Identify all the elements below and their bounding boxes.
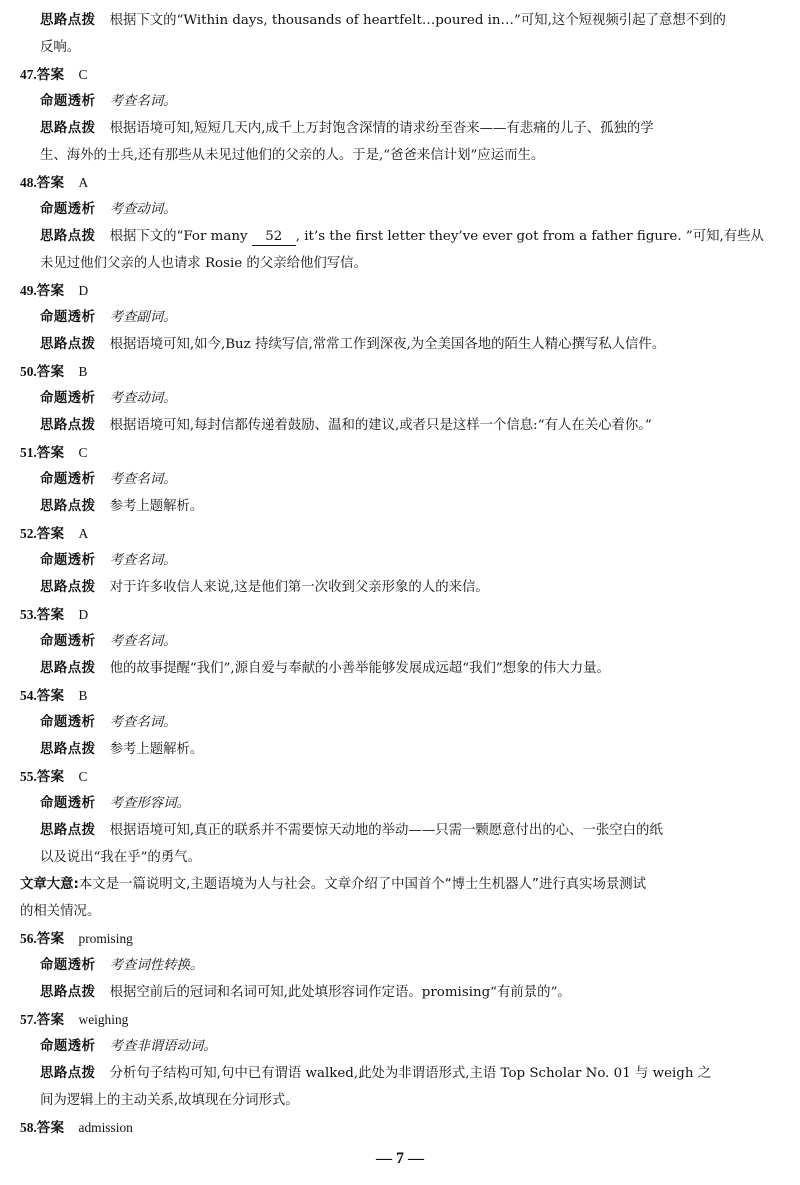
hint-text: 根据下文的“Within days, thousands of heartfelt…poured in…”可知,这个短视频引起了意想不到的 xyxy=(109,13,726,28)
question-number: 58. xyxy=(20,1120,37,1135)
focus-label: 命题透析 xyxy=(40,796,96,811)
focus-text: 考查词性转换。 xyxy=(109,958,204,973)
hint-row xyxy=(20,817,778,844)
answer-value: admission xyxy=(78,1120,133,1135)
hint-label: 思路点拨 xyxy=(40,580,96,595)
answer-label: 答案 xyxy=(36,284,65,299)
question-row xyxy=(20,358,778,385)
answer-value: A xyxy=(78,175,89,190)
summary-row xyxy=(20,871,778,898)
focus-row xyxy=(20,547,778,574)
question-number: 47. xyxy=(20,67,37,82)
question-number: 50. xyxy=(20,364,37,379)
hint-row xyxy=(20,412,778,439)
hint-text: 对于许多收信人来说,这是他们第一次收到父亲形象的人的来信。 xyxy=(109,580,489,595)
hint-text: 参考上题解析。 xyxy=(109,742,204,757)
answer-label: 答案 xyxy=(36,1013,65,1028)
focus-text: 考查名词。 xyxy=(109,715,177,730)
focus-text: 考查名词。 xyxy=(109,553,177,568)
focus-row xyxy=(20,196,778,223)
question-number: 52. xyxy=(20,526,37,541)
continuation-line: 未见过他们父亲的人也请求 Rosie 的父亲给他们写信。 xyxy=(40,256,367,271)
answer-value: promising xyxy=(78,931,133,946)
hint-label: 思路点拨 xyxy=(40,1066,96,1081)
hint-label: 思路点拨 xyxy=(40,13,96,28)
question-number: 49. xyxy=(20,283,37,298)
question-number: 51. xyxy=(20,445,37,460)
summary-text: 本文是一篇说明文,主题语境为人与社会。文章介绍了中国首个“博士生机器人”进行真实场景测试 xyxy=(78,877,647,892)
hint-label: 思路点拨 xyxy=(40,229,96,244)
hint-text-start: 根据下文的“For many xyxy=(109,229,252,244)
hint-text: 根据语境可知,短短几天内,成千上万封饱含深情的请求纷至沓来——有悲痛的儿子、孤独的学 xyxy=(109,121,654,136)
question-row xyxy=(20,439,778,466)
hint-row xyxy=(20,223,778,250)
focus-label: 命题透析 xyxy=(40,634,96,649)
focus-row xyxy=(20,385,778,412)
question-number: 48. xyxy=(20,175,37,190)
question-row xyxy=(20,682,778,709)
hint-text: 根据语境可知,真正的联系并不需要惊天动地的举动——只需一颗愿意付出的心、一张空白的纸 xyxy=(109,823,663,838)
answer-value: C xyxy=(78,67,88,82)
answer-value: B xyxy=(78,364,88,379)
focus-row xyxy=(20,304,778,331)
hint-label: 思路点拨 xyxy=(40,121,96,136)
hint-label: 思路点拨 xyxy=(40,985,96,1000)
answer-value: B xyxy=(78,688,88,703)
answer-value: weighing xyxy=(78,1012,129,1027)
hint-label: 思路点拨 xyxy=(40,742,96,757)
answer-value: C xyxy=(78,445,88,460)
question-row xyxy=(20,169,778,196)
answer-label: 答案 xyxy=(36,365,65,380)
question-number: 53. xyxy=(20,607,37,622)
answer-label: 答案 xyxy=(36,176,65,191)
answer-label: 答案 xyxy=(36,689,65,704)
answer-key-content xyxy=(20,7,778,1141)
question-row xyxy=(20,763,778,790)
continuation-line: 反响。 xyxy=(40,40,81,55)
focus-row xyxy=(20,628,778,655)
continuation-line: 生、海外的士兵,还有那些从未见过他们的父亲的人。于是,“爸爸来信计划”应运而生。 xyxy=(40,148,545,163)
hint-row xyxy=(20,115,778,142)
hint-label: 思路点拨 xyxy=(40,661,96,676)
question-number: 57. xyxy=(20,1012,37,1027)
focus-text: 考查形容词。 xyxy=(109,796,190,811)
hint-text: 根据语境可知,每封信都传递着鼓励、温和的建议,或者只是这样一个信息:“有人在关心着你。” xyxy=(109,418,652,433)
question-number: 56. xyxy=(20,931,37,946)
hint-text: 分析句子结构可知,句中已有谓语 walked,此处为非谓语形式,主语 Top Scholar No. 01 与 weigh 之 xyxy=(109,1066,712,1081)
hint-row xyxy=(20,655,778,682)
continuation-line: 以及说出“我在乎”的勇气。 xyxy=(40,850,201,865)
answer-label: 答案 xyxy=(36,1121,65,1136)
focus-label: 命题透析 xyxy=(40,94,96,109)
focus-text: 考查非谓语动词。 xyxy=(109,1039,217,1054)
focus-label: 命题透析 xyxy=(40,958,96,973)
blank-number: 52 xyxy=(252,229,296,246)
summary-continuation: 的相关情况。 xyxy=(20,904,101,919)
question-row xyxy=(20,277,778,304)
hint-text: 根据空前后的冠词和名词可知,此处填形容词作定语。promising“有前景的”。 xyxy=(109,985,571,1000)
hint-text: 参考上题解析。 xyxy=(109,499,204,514)
hint-label: 思路点拨 xyxy=(40,337,96,352)
focus-row xyxy=(20,466,778,493)
question-row xyxy=(20,1006,778,1033)
question-row xyxy=(20,1114,778,1141)
focus-row xyxy=(20,1033,778,1060)
focus-row xyxy=(20,88,778,115)
hint-row xyxy=(20,7,778,34)
question-row xyxy=(20,61,778,88)
focus-row xyxy=(20,709,778,736)
focus-label: 命题透析 xyxy=(40,1039,96,1054)
focus-label: 命题透析 xyxy=(40,391,96,406)
page-number: — 7 — xyxy=(376,1150,424,1167)
hint-row xyxy=(20,331,778,358)
focus-text: 考查名词。 xyxy=(109,94,177,109)
question-number: 54. xyxy=(20,688,37,703)
focus-text: 考查名词。 xyxy=(109,472,177,487)
answer-label: 答案 xyxy=(36,608,65,623)
hint-row xyxy=(20,736,778,763)
question-row xyxy=(20,601,778,628)
focus-text: 考查名词。 xyxy=(109,634,177,649)
focus-row xyxy=(20,790,778,817)
focus-label: 命题透析 xyxy=(40,553,96,568)
answer-label: 答案 xyxy=(36,932,65,947)
summary-label: 文章大意: xyxy=(20,877,79,892)
focus-text: 考查动词。 xyxy=(109,202,177,217)
answer-value: D xyxy=(78,283,89,298)
focus-text: 考查副词。 xyxy=(109,310,177,325)
answer-label: 答案 xyxy=(36,68,65,83)
hint-text-end: , it’s the first letter they’ve ever got from a father figure. ”可知,有些从 xyxy=(295,229,764,244)
hint-row xyxy=(20,1060,778,1087)
focus-row xyxy=(20,952,778,979)
hint-label: 思路点拨 xyxy=(40,418,96,433)
hint-row xyxy=(20,574,778,601)
hint-text: 他的故事提醒“我们”,源自爱与奉献的小善举能够发展成远超“我们”想象的伟大力量。 xyxy=(109,661,610,676)
answer-label: 答案 xyxy=(36,446,65,461)
question-row xyxy=(20,925,778,952)
hint-label: 思路点拨 xyxy=(40,823,96,838)
answer-value: A xyxy=(78,526,89,541)
focus-text: 考查动词。 xyxy=(109,391,177,406)
focus-label: 命题透析 xyxy=(40,202,96,217)
focus-label: 命题透析 xyxy=(40,715,96,730)
continuation-line: 间为逻辑上的主动关系,故填现在分词形式。 xyxy=(40,1093,299,1108)
question-number: 55. xyxy=(20,769,37,784)
answer-label: 答案 xyxy=(36,527,65,542)
hint-row xyxy=(20,979,778,1006)
answer-label: 答案 xyxy=(36,770,65,785)
answer-value: D xyxy=(78,607,89,622)
hint-text: 根据语境可知,如今,Buz 持续写信,常常工作到深夜,为全美国各地的陌生人精心撰写私人信件。 xyxy=(109,337,666,352)
hint-label: 思路点拨 xyxy=(40,499,96,514)
answer-value: C xyxy=(78,769,88,784)
focus-label: 命题透析 xyxy=(40,310,96,325)
hint-row xyxy=(20,493,778,520)
question-row xyxy=(20,520,778,547)
focus-label: 命题透析 xyxy=(40,472,96,487)
